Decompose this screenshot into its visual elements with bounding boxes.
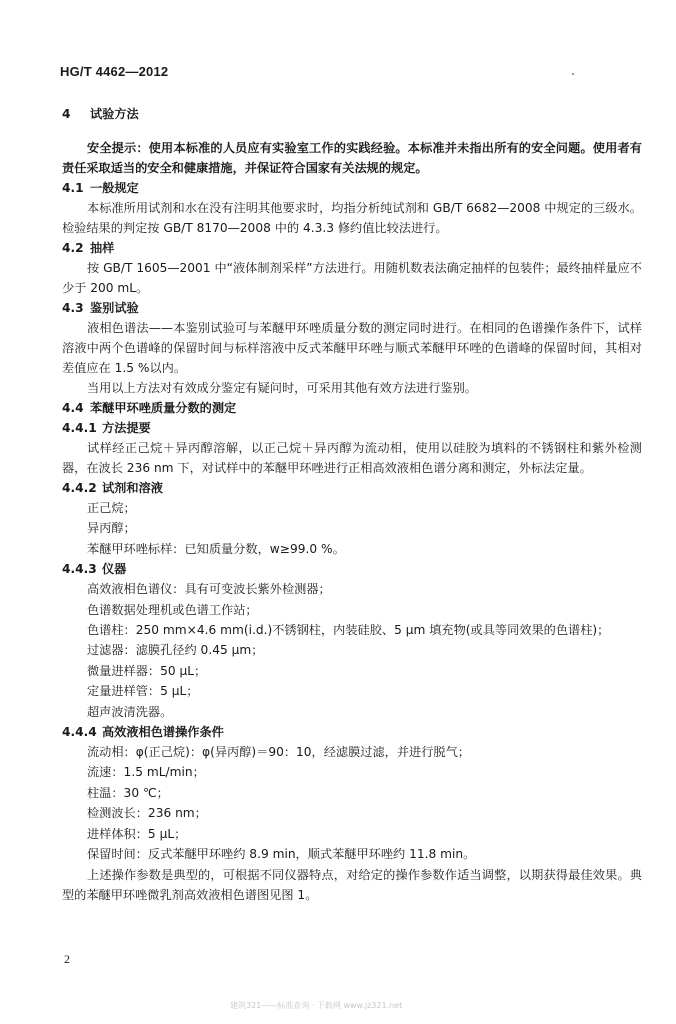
- page-number: 2: [64, 952, 70, 966]
- section-4-3-text-2: 当用以上方法对有效成分鉴定有疑问时，可采用其他有效方法进行鉴别。: [87, 381, 477, 395]
- instrument-item: 高效液相色谱仪：具有可变波长紫外检测器；: [87, 582, 331, 597]
- instrument-item: 超声波清洗器。: [87, 704, 173, 719]
- instrument-item: 微量进样器：50 μL；: [87, 663, 207, 678]
- instrument-item: 过滤器：滤膜孔径约 0.45 μm；: [87, 643, 264, 658]
- condition-item: 流速：1.5 mL/min；: [87, 765, 205, 780]
- section-4-1-text: 本标准所用试剂和水在没有注明其他要求时，均指分析纯试剂和 GB/T 6682—2008 中规定的三级水。检验结果的判定按 GB/T 8170—2008 中的 4.3.3 修约值比较法进行。: [62, 201, 642, 235]
- safety-notice: 安全提示：使用本标准的人员应有实验室工作的实践经验。本标准并未指出所有的安全问题。使用者有责任采取适当的安全和健康措施，并保证符合国家有关法规的规定。: [62, 141, 642, 175]
- condition-item: 进样体积：5 μL；: [87, 826, 187, 841]
- site-watermark: 建筑321——标准查询 · 下载网 www.jz321.net: [230, 1001, 403, 1010]
- section-4-4-3-heading: 4.4.3 仪器: [62, 562, 127, 577]
- reagent-item: 苯醚甲环唑标样：已知质量分数，w≥99.0 %。: [87, 541, 345, 556]
- section-4-4-1-text: 试样经正己烷＋异丙醇溶解，以正己烷＋异丙醇为流动相，使用以硅胶为填料的不锈钢柱和紫外检测器，在波长 236 nm 下，对试样中的苯醚甲环唑进行正相高效液相色谱分离和测定，外标法定量。: [62, 441, 642, 475]
- condition-item: 保留时间：反式苯醚甲环唑约 8.9 min，顺式苯醚甲环唑约 11.8 min。: [87, 847, 476, 862]
- reagent-item: 正己烷；: [87, 501, 136, 515]
- section-4-4-4-heading: 4.4.4 高效液相色谱操作条件: [62, 725, 224, 740]
- section-4-heading: 4 试验方法: [62, 107, 139, 121]
- section-4-2-text: 按 GB/T 1605—2001 中“液体制剂采样”方法进行。用随机数表法确定抽样的包装件；最终抽样量应不少于 200 mL。: [62, 261, 642, 295]
- section-4-4-4-closing: 上述操作参数是典型的，可根据不同仪器特点，对给定的操作参数作适当调整，以期获得最佳效果。典型的苯醚甲环唑微乳剂高效液相色谱图见图 1。: [62, 867, 642, 902]
- standard-code-header: HG/T 4462—2012: [60, 64, 169, 79]
- section-4-4-2-heading: 4.4.2 试剂和溶液: [62, 481, 163, 495]
- section-4-2-heading: 4.2 抽样: [62, 241, 115, 255]
- instrument-item: 定量进样管：5 μL；: [87, 684, 199, 699]
- reagent-item: 异丙醇；: [87, 521, 136, 536]
- scan-speck: [572, 73, 574, 75]
- page-content: [62, 104, 642, 905]
- instrument-item: 色谱柱：250 mm×4.6 mm(i.d.)不锈钢柱，内装硅胶、5 μm 填充物(或具等同效果的色谱柱)；: [87, 623, 610, 638]
- section-4-1-heading: 4.1 一般规定: [62, 181, 139, 195]
- condition-item: 柱温：30 ℃；: [87, 785, 169, 800]
- condition-item: 流动相：φ(正己烷)：φ(异丙醇)＝90：10，经滤膜过滤，并进行脱气；: [87, 745, 470, 760]
- condition-item: 检测波长：236 nm；: [87, 806, 207, 821]
- instrument-item: 色谱数据处理机或色谱工作站；: [87, 602, 258, 617]
- section-4-4-1-heading: 4.4.1 方法提要: [62, 421, 151, 435]
- section-4-4-heading: 4.4 苯醚甲环唑质量分数的测定: [62, 401, 237, 415]
- section-4-3-heading: 4.3 鉴别试验: [62, 301, 139, 315]
- section-4-3-text-1: 液相色谱法——本鉴别试验可与苯醚甲环唑质量分数的测定同时进行。在相同的色谱操作条件下，试样溶液中两个色谱峰的保留时间与标样溶液中反式苯醚甲环唑与顺式苯醚甲环唑的色谱峰的保留时间，其相对差值应在 1.5 %以内。: [62, 321, 642, 375]
